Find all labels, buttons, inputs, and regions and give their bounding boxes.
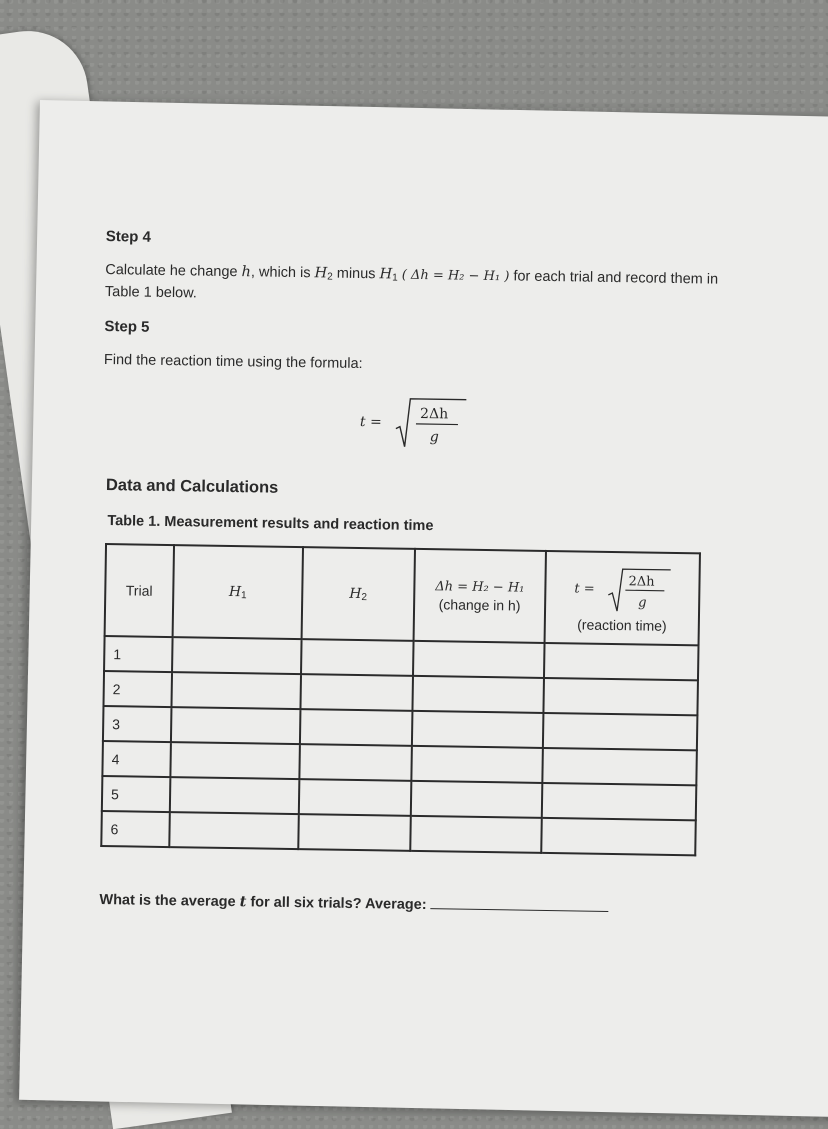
- h2-cell[interactable]: [300, 709, 412, 746]
- section-title: Data and Calculations: [105, 476, 279, 497]
- trial-number-cell: 2: [103, 671, 171, 707]
- delta-h-cell[interactable]: [412, 676, 544, 713]
- formula-denominator: g: [429, 429, 439, 446]
- header-formula-denominator: g: [638, 595, 647, 611]
- formula-numerator: 2Δh: [419, 405, 449, 423]
- header-fraction-bar: [625, 590, 664, 591]
- table-body: [101, 636, 698, 855]
- h2-cell[interactable]: [300, 744, 412, 781]
- measurement-table: [100, 543, 701, 856]
- delta-h-cell[interactable]: [413, 641, 545, 678]
- table-header-row: [105, 544, 700, 645]
- average-answer-blank[interactable]: [431, 896, 609, 912]
- h2-cell[interactable]: [298, 814, 410, 851]
- h1-cell[interactable]: [171, 672, 301, 709]
- reaction-time-cell[interactable]: [542, 783, 696, 820]
- reaction-time-cell[interactable]: [543, 748, 697, 785]
- header-h2: $H_2$: [302, 547, 415, 641]
- h1-cell[interactable]: [172, 637, 302, 674]
- reaction-time-cell[interactable]: [543, 713, 697, 750]
- trial-number-cell: 5: [102, 776, 170, 812]
- average-question: What is the average t for all six trials? Average:: [99, 891, 715, 918]
- delta-h-formula: Δh = H₂ − H₁: [435, 578, 525, 596]
- worksheet-content: [95, 228, 726, 918]
- h1-cell[interactable]: [170, 742, 300, 779]
- fraction-bar: [416, 424, 458, 425]
- header-formula-svg: [572, 562, 673, 616]
- trial-number-cell: 1: [104, 636, 172, 672]
- formula-svg: [358, 390, 469, 454]
- h1-cell[interactable]: [170, 777, 300, 814]
- inline-formula: ( Δh = H₂ − H₁ ): [401, 267, 510, 285]
- delta-h-cell[interactable]: [412, 711, 544, 748]
- delta-h-cell[interactable]: [410, 781, 542, 818]
- delta-h-cell[interactable]: [411, 746, 543, 783]
- reaction-time-cell[interactable]: [544, 678, 698, 715]
- h2-cell[interactable]: [301, 639, 413, 676]
- table-title: Table 1. Measurement results and reaction time: [107, 513, 434, 535]
- trial-number-cell: 3: [103, 706, 171, 742]
- header-formula-lhs: t =: [574, 581, 595, 597]
- delta-h-caption: (change in h): [438, 595, 521, 614]
- reaction-time-cell[interactable]: [544, 643, 698, 680]
- step-5-title: Step 5: [104, 317, 150, 336]
- step-4-title: Step 4: [105, 228, 152, 246]
- step-4-instructions: Calculate he change h, which is $H_2$ minus $H_1$ ( Δh = H₂ − H₁ ) for each trial and record them in Table 1 below.: [104, 261, 719, 302]
- h2-cell[interactable]: [301, 674, 413, 711]
- h1-cell[interactable]: [171, 707, 301, 744]
- reaction-time-formula: [103, 386, 724, 458]
- trial-number-cell: 4: [102, 741, 170, 777]
- average-label: Average:: [364, 896, 427, 914]
- trial-number-cell: 6: [101, 811, 169, 847]
- header-reaction-time: [545, 551, 700, 645]
- header-formula-numerator: 2Δh: [628, 574, 655, 590]
- header-delta-h: [413, 549, 546, 643]
- h1-cell[interactable]: [169, 812, 299, 849]
- header-trial: Trial: [105, 544, 174, 637]
- step-5-instructions: Find the reaction time using the formula:: [103, 351, 363, 373]
- reaction-time-caption: (reaction time): [577, 616, 667, 634]
- formula-lhs: t =: [359, 414, 382, 431]
- delta-h-cell[interactable]: [410, 816, 542, 853]
- reaction-time-cell[interactable]: [541, 818, 695, 855]
- header-h1: $H_1$: [172, 545, 303, 639]
- h2-cell[interactable]: [299, 779, 411, 816]
